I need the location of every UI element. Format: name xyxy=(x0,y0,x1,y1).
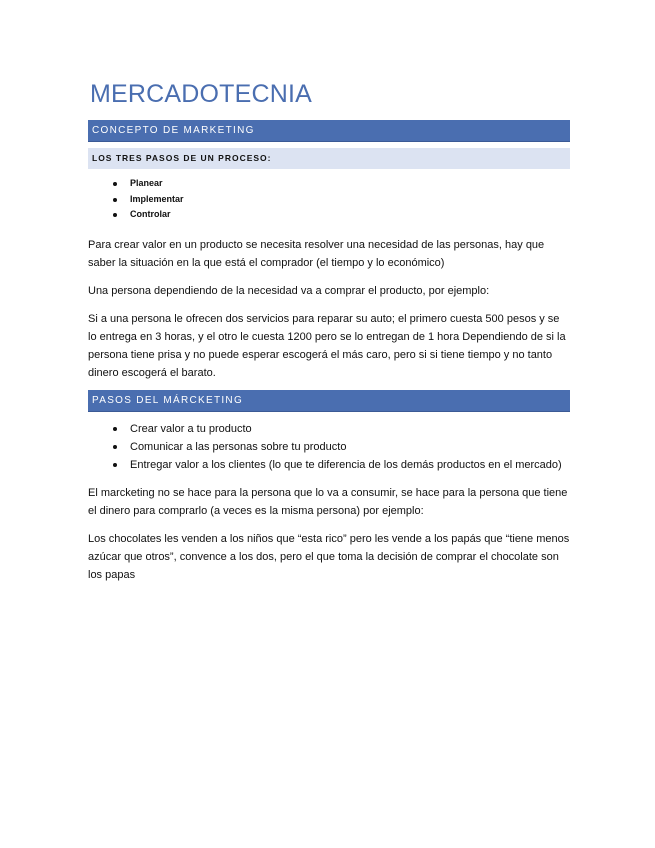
paragraph: El marcketing no se hace para la persona que lo va a consumir, se hace para la persona que tiene el dinero para comprarlo (a veces es la misma persona) por ejemplo: xyxy=(88,486,568,517)
subheading-tres-pasos: LOS TRES PASOS DE UN PROCESO: xyxy=(88,148,570,169)
section-heading-concepto: CONCEPTO DE MARKETING xyxy=(88,120,570,142)
section-heading-pasos: PASOS DEL MÁRCKETING xyxy=(88,390,570,412)
document-title: MERCADOTECNIA xyxy=(90,80,313,108)
paragraph: Una persona dependiendo de la necesidad va a comprar el producto, por ejemplo: xyxy=(88,284,490,297)
list-item: Comunicar a las personas sobre tu producto xyxy=(113,438,570,456)
list-item: Implementar xyxy=(113,192,570,208)
marketing-steps-list xyxy=(113,420,570,474)
list-item: Planear xyxy=(113,176,570,192)
list-item: Entregar valor a los clientes (lo que te diferencia de los demás productos en el mercado) xyxy=(113,456,570,474)
paragraph: Para crear valor en un producto se necesita resolver una necesidad de las personas, hay que saber la situación en la que está el comprador (el tiempo y lo económico) xyxy=(88,238,545,269)
list-item: Controlar xyxy=(113,207,570,223)
list-item: Crear valor a tu producto xyxy=(113,420,570,438)
process-steps-list xyxy=(113,176,570,223)
paragraph: Los chocolates les venden a los niños que “esta rico” pero les vende a los papás que “tiene menos azúcar que otros”, convence a los dos, pero el que toma la decisión de comprar el chocolate son los papas xyxy=(88,532,570,581)
paragraph: Si a una persona le ofrecen dos servicios para reparar su auto; el primero cuesta 500 pesos y se lo entrega en 3 horas, y el otro le cuesta 1200 pero se lo entregan de 1 hora Dependiendo de si la persona tiene prisa y no puede esperar escogerá el más caro, pero si si tiene tiempo y no tanto dinero escogerá el barato. xyxy=(88,312,566,379)
document-content xyxy=(88,78,570,584)
